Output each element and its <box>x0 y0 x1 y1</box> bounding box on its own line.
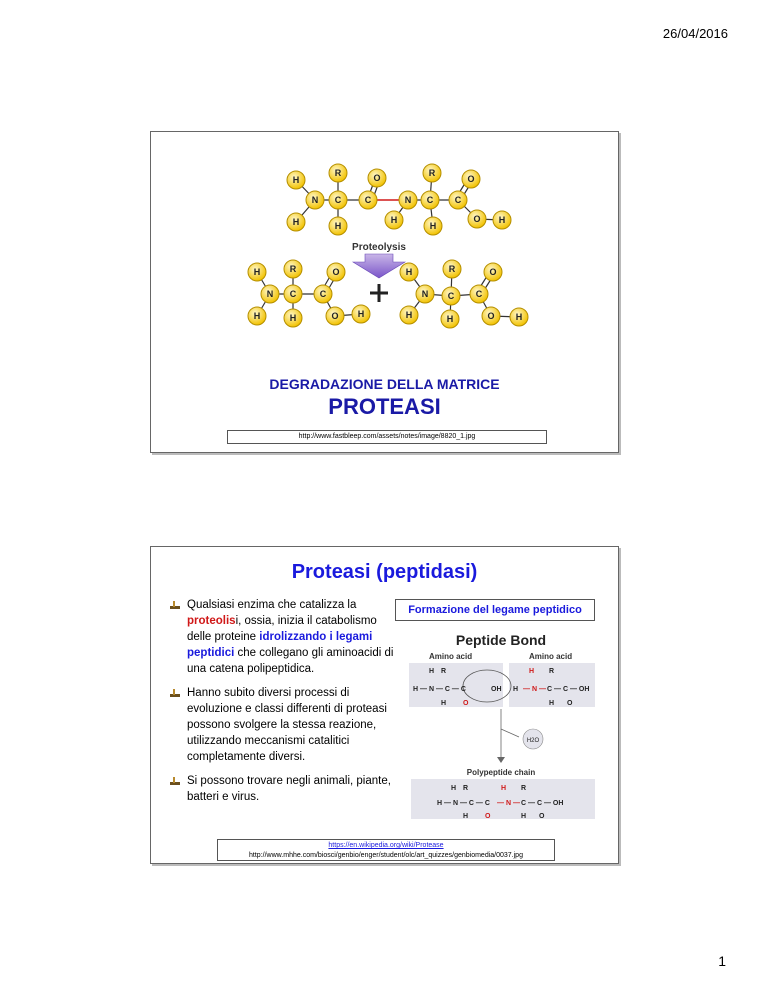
svg-text:OH: OH <box>491 686 502 693</box>
svg-text:R: R <box>334 168 342 178</box>
svg-text:H: H <box>429 221 437 231</box>
bullet-item: Qualsiasi enzima che catalizza la proteolisi, ossia, inizia il catabolismo delle proteine idrolizzando i legami peptidici che collegano gli aminoacidi di una catena polipeptidica. <box>167 597 397 677</box>
svg-text:R: R <box>441 668 447 675</box>
svg-text:H — N — C — C: H — N — C — C <box>413 686 466 693</box>
svg-text:N: N <box>404 195 412 205</box>
slide-peptidasi <box>150 546 619 864</box>
svg-text:O: O <box>489 267 497 277</box>
svg-text:O: O <box>539 813 545 819</box>
slide-title: Proteasi (peptidasi) <box>291 561 478 583</box>
svg-text:H: H <box>515 312 523 322</box>
slide-proteasi <box>150 131 619 453</box>
svg-text:H: H <box>253 267 261 277</box>
svg-text:N: N <box>311 195 319 205</box>
svg-text:H: H <box>529 668 535 675</box>
svg-text:H: H <box>292 217 300 227</box>
svg-text:O: O <box>332 267 340 277</box>
figure-title: Peptide Bond <box>455 632 547 648</box>
svg-text:N: N <box>421 289 429 299</box>
bullet-item: Hanno subito diversi processi di evoluzione e classi differenti di proteasi possono svolgere la stessa reazione, utilizzando meccanismi catalitici completamente diversi. <box>167 685 397 765</box>
amino-acid-right-label: Amino acid <box>529 652 573 661</box>
svg-text:O: O <box>331 311 339 321</box>
page-number: 1 <box>718 953 726 969</box>
svg-text:C: C <box>426 195 434 205</box>
svg-text:R: R <box>428 168 436 178</box>
svg-text:O: O <box>567 700 573 707</box>
svg-text:H: H <box>498 215 506 225</box>
svg-text:R: R <box>549 668 555 675</box>
svg-text:H: H <box>289 313 297 323</box>
svg-text:H: H <box>292 175 300 185</box>
peptide-bond-figure <box>401 629 601 819</box>
reaction-label: Proteolysis <box>352 242 406 253</box>
header-date: 26/04/2016 <box>662 26 728 41</box>
svg-text:O: O <box>373 173 381 183</box>
bullet-list <box>167 597 397 813</box>
svg-text:C: C <box>289 289 297 299</box>
svg-text:R: R <box>463 785 469 792</box>
svg-text:R: R <box>289 264 297 274</box>
svg-text:N: N <box>266 289 274 299</box>
svg-text:— N —: — N — <box>497 800 520 807</box>
svg-text:H: H <box>441 700 447 707</box>
amino-acid-left-label: Amino acid <box>429 652 473 661</box>
source-citations <box>217 839 555 861</box>
svg-text:C: C <box>475 289 483 299</box>
svg-text:O: O <box>473 214 481 224</box>
highlight-legami-peptidici: idrolizzando i legami peptidici <box>187 631 373 659</box>
svg-text:H: H <box>446 314 454 324</box>
svg-text:C — C — OH: C — C — OH <box>547 686 590 693</box>
source-citation: http://www.mhhe.com/biosci/genbio/enger/student/olc/art_quizzes/genbiomedia/0037.jpg <box>249 852 523 859</box>
bullet-icon <box>169 600 181 610</box>
svg-text:H: H <box>334 221 342 231</box>
svg-text:C: C <box>454 195 462 205</box>
svg-text:C: C <box>364 195 372 205</box>
svg-text:C: C <box>334 195 342 205</box>
figure-caption: Formazione del legame peptidico <box>395 599 595 621</box>
water-label: H2O <box>526 738 540 744</box>
svg-text:H — N — C — C: H — N — C — C <box>437 800 490 807</box>
svg-text:C: C <box>319 289 327 299</box>
svg-text:— N —: — N — <box>523 686 546 693</box>
svg-text:O: O <box>487 311 495 321</box>
svg-text:H: H <box>253 311 261 321</box>
proteolysis-diagram <box>151 132 618 372</box>
svg-text:H: H <box>501 785 507 792</box>
svg-text:R: R <box>521 785 527 792</box>
svg-text:H: H <box>513 686 519 693</box>
chain-label: Polypeptide chain <box>466 768 536 777</box>
slide-subtitle: DEGRADAZIONE DELLA MATRICE <box>269 376 500 392</box>
svg-text:H: H <box>429 668 435 675</box>
svg-text:H: H <box>549 700 555 707</box>
svg-text:H: H <box>357 309 365 319</box>
svg-text:H: H <box>451 785 457 792</box>
svg-text:C: C <box>447 291 455 301</box>
svg-text:H: H <box>405 267 413 277</box>
svg-text:O: O <box>463 700 469 707</box>
slide-title: PROTEASI <box>328 394 441 419</box>
svg-text:H: H <box>521 813 527 819</box>
highlight-proteolisi: proteolis <box>187 615 236 627</box>
svg-text:H: H <box>463 813 469 819</box>
bullet-item: Si possono trovare negli animali, piante, batteri e virus. <box>167 773 397 805</box>
svg-text:R: R <box>448 264 456 274</box>
svg-text:H: H <box>405 310 413 320</box>
svg-text:O: O <box>467 174 475 184</box>
source-citation: http://www.fastbleep.com/assets/notes/image/8820_1.jpg <box>227 430 547 444</box>
svg-text:H: H <box>390 215 398 225</box>
bullet-icon <box>169 688 181 698</box>
bullet-icon <box>169 776 181 786</box>
svg-text:O: O <box>485 813 491 819</box>
source-link[interactable]: https://en.wikipedia.org/wiki/Protease <box>328 842 444 849</box>
svg-text:C — C — OH: C — C — OH <box>521 800 564 807</box>
